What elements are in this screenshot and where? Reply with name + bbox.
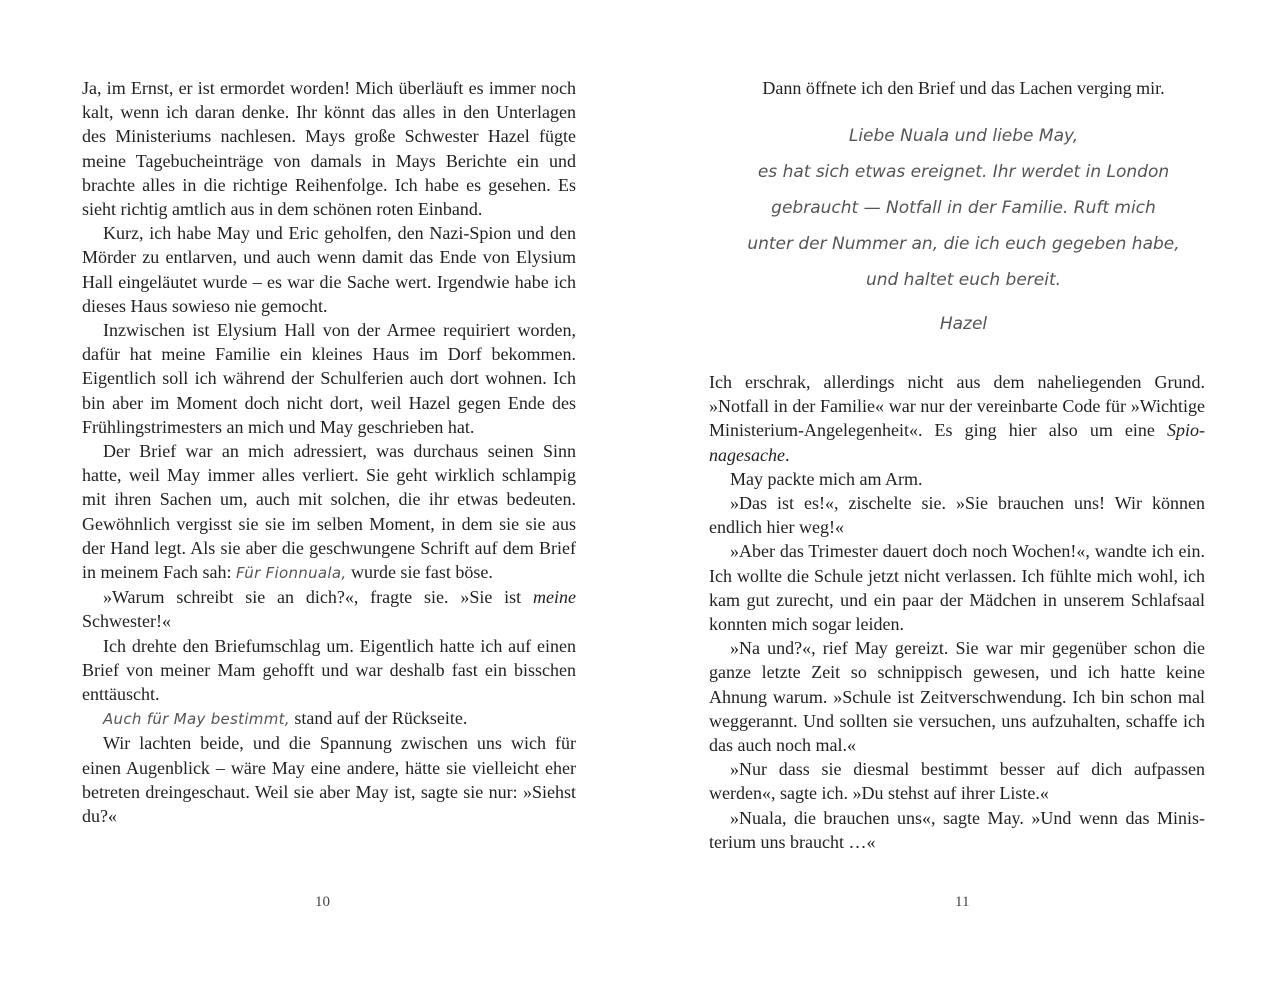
handwritten-letter: [642, 118, 1285, 342]
paragraph: May packte mich am Arm.: [730, 468, 923, 489]
paragraph: »Nuala, die brauchen uns«, sagte May. »Und wenn das Ministerium uns braucht …«: [709, 807, 1205, 852]
paragraph-text: »Warum schreibt sie an dich?«, fragte sie. »Sie ist: [103, 587, 534, 608]
letter-line: es hat sich etwas ereignet. Ihr werdet in London: [757, 162, 1170, 182]
emphasis: Spionagesache: [709, 420, 1205, 465]
paragraph: Wir lachten beide, und die Spannung zwischen uns wich für einen Augenblick – wäre May eine andere, hätte sie vielleicht eher betreten dreingeschaut. Weil sie aber May ist, sagte sie nur: »Siehst du?«: [82, 733, 576, 827]
handwritten-address: Für Fionnuala,: [235, 564, 347, 583]
paragraph: [82, 585, 576, 633]
paragraph: Ich drehte den Briefumschlag um. Eigentlich hatte ich auf einen Brief von meiner Mam gehofft und war deshalb fast ein bisschen enttäuscht.: [82, 635, 576, 705]
paragraph-text: Der Brief war an mich adressiert, was durchaus seinen Sinn hatte, weil May immer alles verliert. Sie geht wirklich schlampig mit ihren Sachen um, auch mit solchen, die ihr etwas bedeuten. Gewöhnlich vergisst sie sie im selben Moment, in dem sie sie aus der Hand legt. Als sie aber die geschwungene Schrift auf dem Brief in meinem Fach sah:: [82, 441, 576, 583]
paragraph: [82, 706, 576, 731]
paragraph: »Nur dass sie diesmal bestimmt besser auf dich aufpassen werden«, sagte ich. »Du stehst auf ihrer Liste.«: [709, 759, 1205, 804]
intro-line: Dann öffnete ich den Brief und das Lachen verging mir.: [762, 78, 1165, 98]
paragraph: Kurz, ich habe May und Eric geholfen, den Nazi-Spion und den Mörder zu entlarven, und auch wenn damit das Ende von Elysium Hall eingeläutet wurde – es war die Sache wert. Irgendwie habe ich dieses Haus sowieso nie gemocht.: [82, 223, 576, 316]
page-number-left: 10: [315, 894, 330, 910]
paragraph-text: Schwester!«: [82, 611, 171, 632]
handwritten-note: Auch für May bestimmt,: [103, 710, 290, 729]
page-number-right: 11: [955, 894, 970, 910]
emphasis: meine: [533, 587, 576, 608]
letter-signature: Hazel: [939, 314, 988, 334]
paragraph-text: .: [784, 444, 790, 465]
paragraph-text: wurde sie fast böse.: [346, 562, 493, 583]
paragraph: [82, 439, 576, 585]
letter-greeting: Liebe Nuala und liebe May,: [848, 126, 1079, 146]
left-page-text: [82, 76, 576, 828]
letter-line: unter der Nummer an, die ich euch gegeben habe,: [747, 234, 1180, 254]
letter-line: und haltet euch bereit.: [865, 270, 1062, 290]
paragraph: Ja, im Ernst, er ist ermordet worden! Mich überläuft es immer noch kalt, wenn ich daran denke. Ihr könnt das alles in den Unterlagen des Ministeriums nachlesen. Mays große Schwester Hazel fügte meine Tagebucheinträge von damals in Mays Berichte ein und brachte alles in die richtige Reihenfolge. Ich habe es gesehen. Es sieht richtig amtlich aus in dem schönen roten Einband.: [82, 78, 576, 220]
right-page-text: [709, 370, 1205, 854]
paragraph: [709, 370, 1205, 467]
paragraph: »Das ist es!«, zischelte sie. »Sie brauchen uns! Wir können endlich hier weg!«: [709, 493, 1205, 538]
paragraph: »Na und?«, rief May gereizt. Sie war mir gegenüber schon die ganze letzte Zeit so schnippisch gewesen, und ich hatte keine Ahnung warum. »Schule ist Zeitverschwendung. Ich bin schon mal weggerannt. Und sollten sie versuchen, uns aufzuhalten, schaffe ich das auch noch mal.«: [709, 638, 1205, 756]
paragraph-text: stand auf der Rückseite.: [289, 708, 468, 729]
paragraph-text: Ich erschrak, allerdings nicht aus dem naheliegenden Grund. »Notfall in der Familie« war nur der vereinbarte Code für »Wichtige Ministerium-Angelegenheit«. Es ging hier also um eine: [709, 372, 1205, 441]
paragraph: Inzwischen ist Elysium Hall von der Armee requiriert worden, dafür hat meine Familie ein kleines Haus im Dorf bekommen. Eigentlich soll ich während der Schulferien auch dort wohnen. Ich bin aber im Moment doch nicht dort, weil Hazel gegen Ende des Frühlingstrimesters an mich und May geschrieben hat.: [82, 320, 576, 437]
right-page: [642, 0, 1285, 1000]
letter-line: gebraucht — Notfall in der Familie. Ruft mich: [771, 198, 1156, 218]
left-page: [0, 0, 642, 1000]
paragraph: »Aber das Trimester dauert doch noch Wochen!«, wandte ich ein. Ich wollte die Schule jetzt nicht verlassen. Ich fühlte mich wohl, ich kam gut zurecht, und ein paar der Mädchen in unserem Schlafsaal konnten mich sogar leiden.: [709, 541, 1205, 635]
